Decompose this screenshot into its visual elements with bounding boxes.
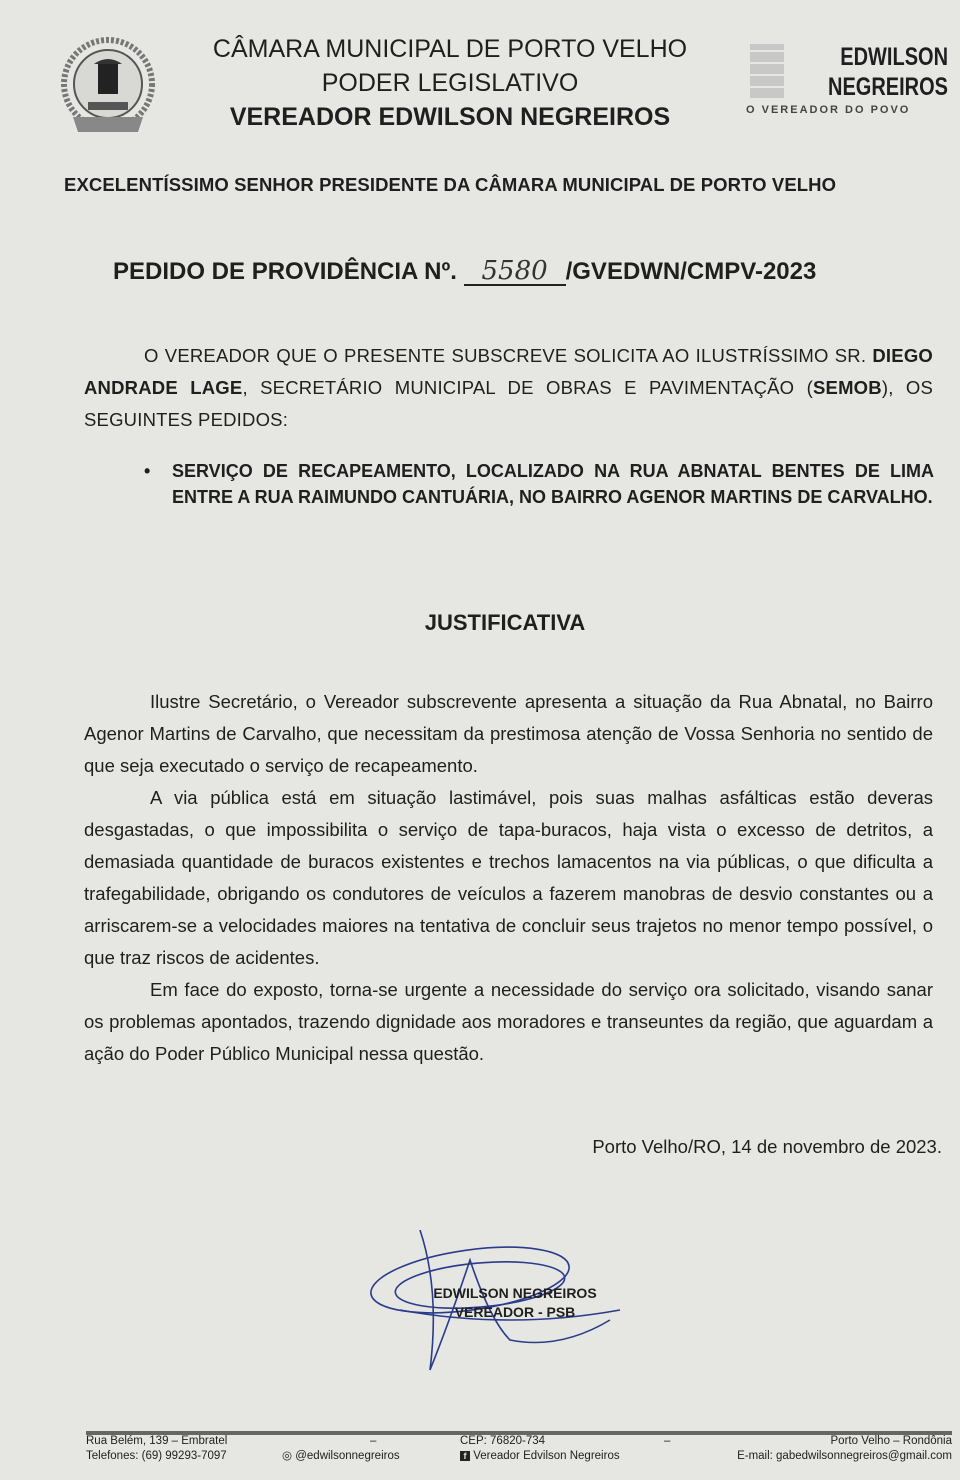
title-prefix: PEDIDO DE PROVIDÊNCIA Nº.	[113, 258, 457, 285]
footer-facebook[interactable]: Vereador Edvilson Negreiros	[473, 1450, 620, 1462]
footer-phone: Telefones: (69) 99293-7097	[86, 1450, 227, 1462]
camara-seal-logo	[58, 32, 158, 142]
footer-city: Porto Velho – Rondônia	[830, 1435, 952, 1447]
brand-name-first: EDWILSON	[840, 43, 948, 71]
brand-grid-icon	[750, 44, 784, 98]
title-suffix: /GVEDWN/CMPV-2023	[565, 258, 817, 285]
instagram-icon: ◎	[282, 1450, 296, 1462]
justification-heading: JUSTIFICATIVA	[424, 610, 586, 635]
justification-body	[84, 686, 933, 1070]
councilor-name: VEREADOR EDWILSON NEGREIROS	[229, 103, 671, 131]
footer-instagram[interactable]: @edwilsonnegreiros	[295, 1450, 400, 1462]
institution-branch: PODER LEGISLATIVO	[321, 69, 579, 97]
justification-paragraph: Em face do exposto, torna-se urgente a necessidade do serviço ora solicitado, visando sanar os problemas apontados, trazendo dignidade aos moradores e transeuntes da região, que aguardam a ação do Poder Público Municipal nessa questão.	[84, 979, 933, 1064]
footer-left	[86, 1434, 227, 1464]
signer-name: EDWILSON NEGREIROS	[433, 1285, 597, 1301]
footer-email[interactable]: E-mail: gabedwilsonnegreiros@gmail.com	[737, 1450, 952, 1462]
signer-role: VEREADOR - PSB	[454, 1304, 576, 1320]
date-line: Porto Velho/RO, 14 de novembro de 2023.	[592, 1136, 942, 1157]
footer-address: Rua Belém, 139 – Embratel	[86, 1435, 228, 1447]
justification-paragraph: A via pública está em situação lastimável, pois suas malhas asfálticas estão deveras desgastadas, o que impossibilita o serviço de tapa-buracos, haja vista o excesso de detritos, a demasiada quantidade de buracos existentes e trechos lamacentos na via públicas, o que dificulta a trafegabilidade, obrigando os condutores de veículos a fazerem manobras de desvio constantes ou a arriscarem-se a velocidades maiores na tentativa de concluir seus trajetos no menor tempo possível, o que traz riscos de acidentes.	[84, 787, 933, 968]
footer-separator: –	[664, 1435, 671, 1447]
footer-col4	[664, 1434, 952, 1464]
request-item	[146, 458, 934, 510]
brand-name-last: NEGREIROS	[827, 73, 948, 101]
organization: SEMOB	[812, 377, 882, 398]
brand-tagline: O VEREADOR DO POVO	[746, 104, 911, 116]
footer-cep: CEP: 76820-734	[460, 1435, 546, 1447]
document-title	[113, 258, 816, 286]
councilor-brand-logo	[748, 42, 948, 132]
intro-paragraph	[84, 340, 933, 436]
request-number: 5580	[464, 258, 566, 286]
footer-separator: –	[370, 1435, 377, 1447]
intro-text: O VEREADOR QUE O PRESENTE SUBSCREVE SOLICITA AO ILUSTRÍSSIMO SR.	[144, 345, 873, 366]
letterhead	[150, 32, 750, 134]
justification-paragraph: Ilustre Secretário, o Vereador subscrevente apresenta a situação da Rua Abnatal, no Bairro Agenor Martins de Carvalho, que necessitam da prestimosa atenção de Vossa Senhoria no sentido de que seja executado o serviço de recapeamento.	[84, 691, 933, 776]
addressee: EXCELENTÍSSIMO SENHOR PRESIDENTE DA CÂMARA MUNICIPAL DE PORTO VELHO	[64, 174, 837, 195]
secretary-name: DIEGO ANDRADE LAGE	[84, 345, 933, 398]
intro-text: ), OS SEGUINTES PEDIDOS:	[84, 377, 934, 430]
intro-text: , SECRETÁRIO MUNICIPAL DE OBRAS E PAVIMENTAÇÃO (	[242, 377, 813, 398]
signature-block	[395, 1284, 635, 1322]
request-text: • SERVIÇO DE RECAPEAMENTO, LOCALIZADO NA RUA ABNATAL BENTES DE LIMA ENTRE A RUA RAIMUNDO CANTUÁRIA, NO BAIRRO AGENOR MARTINS DE CARVALHO.	[172, 461, 934, 507]
footer-col2	[282, 1434, 400, 1464]
footer-col3	[460, 1434, 620, 1464]
institution-name: CÂMARA MUNICIPAL DE PORTO VELHO	[212, 35, 688, 63]
facebook-icon: f	[460, 1451, 470, 1461]
